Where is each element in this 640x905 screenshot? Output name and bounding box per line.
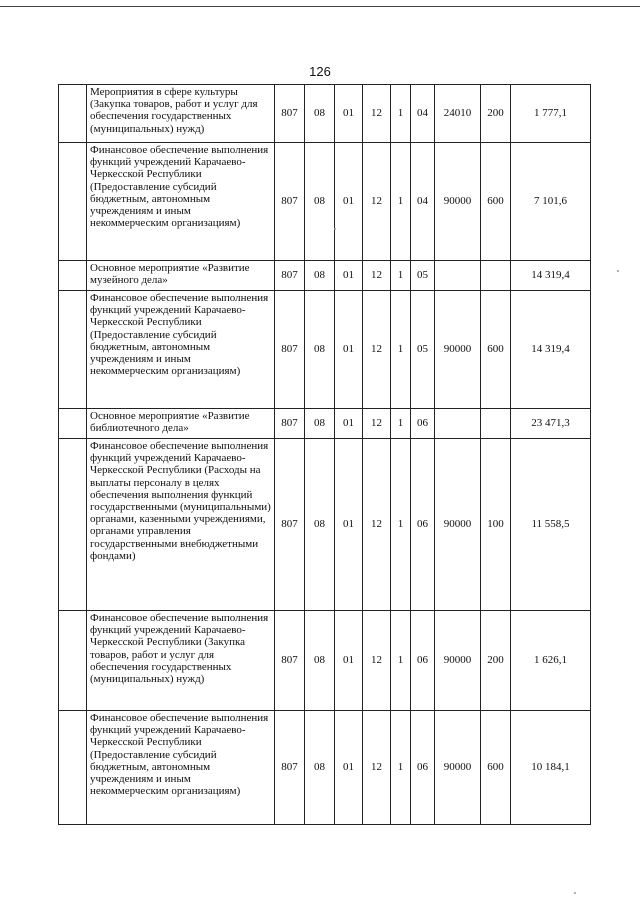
cell-dir — [435, 261, 481, 291]
cell-rz: 08 — [305, 291, 335, 409]
cell-sub: 1 — [391, 85, 411, 143]
page-number: 126 — [309, 64, 331, 79]
budget-table — [58, 84, 591, 825]
table-row — [59, 611, 591, 711]
row-number-cell — [59, 611, 87, 711]
cell-dir: 90000 — [435, 291, 481, 409]
cell-dir: 90000 — [435, 711, 481, 825]
cell-sub: 1 — [391, 291, 411, 409]
table-row — [59, 85, 591, 143]
row-name: Финансовое обеспечение выполнения функций учреждений Карачаево-Черкесской Республики (Предоставление субсидий бюджетным, автономным учреждениям и иным некоммерческим организациям) — [87, 143, 275, 261]
cell-dir — [435, 409, 481, 439]
cell-rz: 08 — [305, 85, 335, 143]
cell-sub: 1 — [391, 261, 411, 291]
table-row — [59, 261, 591, 291]
cell-dir: 90000 — [435, 611, 481, 711]
cell-ved: 807 — [275, 711, 305, 825]
cell-amount: 10 184,1 — [511, 711, 591, 825]
cell-ved: 807 — [275, 261, 305, 291]
page-top-rule — [0, 6, 640, 7]
cell-main: 06 — [411, 611, 435, 711]
row-number-cell — [59, 85, 87, 143]
cell-vr: 600 — [481, 291, 511, 409]
cell-amount: 14 319,4 — [511, 291, 591, 409]
cell-main: 04 — [411, 85, 435, 143]
cell-ved: 807 — [275, 143, 305, 261]
row-number-cell — [59, 711, 87, 825]
cell-pr: 01 — [335, 611, 363, 711]
cell-sub: 1 — [391, 711, 411, 825]
scan-speck — [574, 892, 576, 894]
cell-pr: 01 — [335, 261, 363, 291]
cell-vr: 600 — [481, 143, 511, 261]
table-row — [59, 409, 591, 439]
row-name: Финансовое обеспечение выполнения функций учреждений Карачаево-Черкесской Республики (Предоставление субсидий бюджетным, автономным учреждениям и иным некоммерческим организациям) — [87, 711, 275, 825]
cell-rz: 08 — [305, 439, 335, 611]
cell-amount: 14 319,4 — [511, 261, 591, 291]
scan-speck — [617, 270, 619, 272]
cell-main: 06 — [411, 711, 435, 825]
cell-vr — [481, 409, 511, 439]
cell-vr: 200 — [481, 85, 511, 143]
cell-ved: 807 — [275, 409, 305, 439]
cell-pr: 01 — [335, 143, 363, 261]
cell-dir: 90000 — [435, 143, 481, 261]
row-number-cell — [59, 261, 87, 291]
cell-sub: 1 — [391, 439, 411, 611]
cell-prog: 12 — [363, 711, 391, 825]
cell-rz: 08 — [305, 409, 335, 439]
row-name: Основное мероприятие «Развитие музейного дела» — [87, 261, 275, 291]
table-body — [59, 85, 591, 825]
row-number-cell — [59, 409, 87, 439]
cell-rz: 08 — [305, 261, 335, 291]
cell-sub: 1 — [391, 409, 411, 439]
row-name: Финансовое обеспечение выполнения функций учреждений Карачаево-Черкесской Республики (Расходы на выплаты персоналу в целях обеспечения выполнения функций государственными (муниципальными) органами, казенными учреждениями, органами управления государственными внебюджетными фондами) — [87, 439, 275, 611]
row-name: Мероприятия в сфере культуры (Закупка товаров, работ и услуг для обеспечения государственных (муниципальных) нужд) — [87, 85, 275, 143]
cell-vr — [481, 261, 511, 291]
cell-sub: 1 — [391, 611, 411, 711]
cell-dir: 90000 — [435, 439, 481, 611]
cell-rz: 08 — [305, 143, 335, 261]
table-row — [59, 291, 591, 409]
cell-pr: 01 — [335, 291, 363, 409]
row-number-cell — [59, 439, 87, 611]
scan-speck — [334, 228, 336, 230]
table-row — [59, 711, 591, 825]
table-row — [59, 439, 591, 611]
row-name: Основное мероприятие «Развитие библиотечного дела» — [87, 409, 275, 439]
row-number-cell — [59, 291, 87, 409]
cell-amount: 7 101,6 — [511, 143, 591, 261]
cell-vr: 600 — [481, 711, 511, 825]
cell-pr: 01 — [335, 409, 363, 439]
cell-vr: 100 — [481, 439, 511, 611]
cell-amount: 11 558,5 — [511, 439, 591, 611]
cell-prog: 12 — [363, 291, 391, 409]
cell-pr: 01 — [335, 711, 363, 825]
cell-ved: 807 — [275, 291, 305, 409]
cell-amount: 23 471,3 — [511, 409, 591, 439]
row-name: Финансовое обеспечение выполнения функций учреждений Карачаево-Черкесской Республики (Закупка товаров, работ и услуг для обеспечения государственных (муниципальных) нужд) — [87, 611, 275, 711]
cell-prog: 12 — [363, 611, 391, 711]
cell-main: 05 — [411, 291, 435, 409]
cell-vr: 200 — [481, 611, 511, 711]
cell-ved: 807 — [275, 439, 305, 611]
cell-prog: 12 — [363, 143, 391, 261]
cell-prog: 12 — [363, 261, 391, 291]
cell-prog: 12 — [363, 439, 391, 611]
cell-sub: 1 — [391, 143, 411, 261]
cell-prog: 12 — [363, 409, 391, 439]
cell-main: 05 — [411, 261, 435, 291]
cell-main: 04 — [411, 143, 435, 261]
cell-main: 06 — [411, 439, 435, 611]
cell-prog: 12 — [363, 85, 391, 143]
cell-main: 06 — [411, 409, 435, 439]
row-name: Финансовое обеспечение выполнения функций учреждений Карачаево-Черкесской Республики (Предоставление субсидий бюджетным, автономным учреждениям и иным некоммерческим организациям) — [87, 291, 275, 409]
row-number-cell — [59, 143, 87, 261]
cell-pr: 01 — [335, 85, 363, 143]
cell-rz: 08 — [305, 711, 335, 825]
cell-ved: 807 — [275, 85, 305, 143]
cell-amount: 1 777,1 — [511, 85, 591, 143]
table-row — [59, 143, 591, 261]
cell-amount: 1 626,1 — [511, 611, 591, 711]
cell-dir: 24010 — [435, 85, 481, 143]
cell-pr: 01 — [335, 439, 363, 611]
cell-ved: 807 — [275, 611, 305, 711]
cell-rz: 08 — [305, 611, 335, 711]
